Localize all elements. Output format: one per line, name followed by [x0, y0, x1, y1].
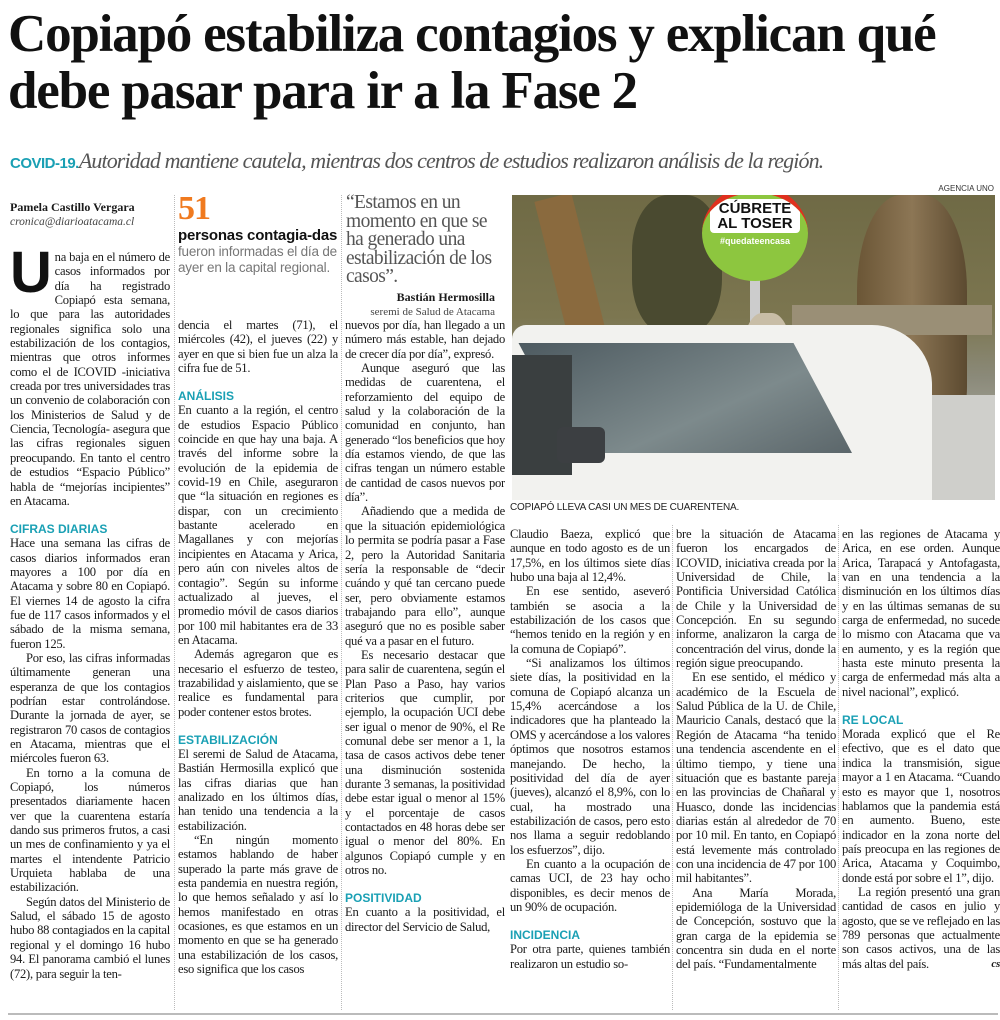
- article-column-1: [10, 250, 170, 1012]
- article-column-2: [178, 318, 338, 1012]
- author-name: Pamela Castillo Vergara: [10, 200, 135, 214]
- paragraph: [345, 648, 505, 878]
- paragraph-text: Morada explicó que el Re efectivo, que es el dato que indica la transmisión, sigue mayor a 1 en Atacama. “Cuando esto es mayor que 1, nosotros hablamos que la pandemia está en aumento. Bueno, este indicador en la zona norte del país preocupa en las regiones de Arica, Atacama y Coquimbo, donde está por sobre el 1”, dijo.: [842, 727, 1000, 885]
- paragraph: [676, 527, 836, 670]
- paragraph-text: na baja en el número de casos informados por día ha registrado Copiapó esta semana, lo que para las autoridades regionales significa solo una estabilización de los contagios, mientras que otros informes como el de ICOVID -iniciativa creada por tres universidades tras un convenio de colaboración con los Ministerios de Salud y de Ciencia, Tecnología- asegura que las cifras regionales siguen preocupando. En tanto el centro de estudios “Espacio Público” habla de “mejorías incipientes” en Atacama.: [10, 250, 170, 508]
- paragraph: [178, 747, 338, 833]
- column-divider: [341, 195, 342, 1010]
- paragraph-text: Es necesario destacar que para salir de cuarentena, según el Plan Paso a Paso, hay varios criterios que cumplir, por ejemplo, la ocupación UCI debe ser igual o menor de 90%, el Re comunal debe ser menor a 1, la tasa de casos activos debe tener una disminución sostenida durante 3 semanas, la positividad debe estar igual o menor al 15% y el porcentaje de casos contactados en 48 horas debe ser igual o menor del 80%. En algunos Copiapó cumple y en otros no.: [345, 647, 505, 878]
- paragraph: [345, 504, 505, 647]
- paragraph-text: En cuanto a la región, el centro de estudios Espacio Público coincide en que hay una baja. A través del informe sobre la evolución de la epidemia de covid-19 en Chile, aseguraron que “la situación en regiones es dispar, con un crecimiento bastante acelerado en Magallanes y con mejorías incipientes en Atacama y Arica, pero aún con niveles altos de contagio”. Según su informe actualizado al jueves, el promedio móvil de casos diarios por 100 mil habitantes era de 33 en Atacama.: [178, 403, 338, 647]
- paragraph: [178, 403, 338, 647]
- section-heading: RE LOCAL: [842, 713, 904, 728]
- paragraph: [676, 886, 836, 972]
- paragraph-text: En cuanto a la ocupación de camas UCI, de 23 hay ocho disponibles, es decir menos de un 90% de ocupación.: [510, 856, 670, 914]
- paragraph: [842, 527, 1000, 699]
- paragraph-text: en las regiones de Atacama y Arica, en ese orden. Aunque Arica, Tarapacá y Antofagasta, van en una tendencia a la disminución en los últimos días y en las últimas semanas de su carga de enfermedad, no sucede lo mismo con Atacama que va en aumento, y es la región que hasta este minuto presenta la carga de enfermedad más alta a nivel nacional”, explicó.: [842, 527, 1000, 699]
- factbox-bold: personas contagia-das: [178, 227, 338, 244]
- sign-hashtag: #quedateencasa: [719, 236, 791, 246]
- section-heading: ANÁLISIS: [178, 389, 235, 404]
- column-divider: [672, 525, 673, 1010]
- pull-quote-role: seremi de Salud de Atacama: [370, 306, 495, 318]
- paragraph: [10, 895, 170, 981]
- paragraph-text: “En ningún momento estamos hablando de haber superado la parte más grave de esta pandemia en nuestra región, lo que hemos señalado y así lo hemos manifestado en otras ocasiones, es que estamos en un momento en que se ha generado una estabilización de los casos, eso significa que los casos: [178, 833, 338, 977]
- paragraph-text: Aunque aseguró que las medidas de cuarentena, el reforzamiento del equipo de salud y la colaboración de la comunidad en conjunto, han generado “los beneficios que hoy día estamos viendo, de que las cifras tengan un número estable de cantidad de casos nuevos por día”.: [345, 361, 505, 505]
- drop-cap: U: [10, 250, 52, 305]
- paragraph: [10, 250, 170, 508]
- article-column-5: [676, 527, 836, 1012]
- paragraph: [345, 905, 505, 934]
- paragraph-text: Además agregaron que es necesario el esfuerzo de testeo, trazabilidad y aislamiento, que se realice es fundamental para poder contener estos brotes.: [178, 647, 338, 719]
- photo-credit: AGENCIA UNO: [938, 184, 994, 193]
- paragraph: [178, 833, 338, 976]
- pull-quote: “Estamos en un momento en que se ha generado una estabilización de los casos”.: [346, 192, 492, 287]
- paragraph-text: Ana María Morada, epidemióloga de la Universidad de Concepción, sostuvo que la gran carga de la epidemia se concentra sin duda en el norte del país. “Fundamentalmente: [676, 885, 836, 972]
- section-heading: INCIDENCIA: [510, 928, 581, 943]
- paragraph: [345, 361, 505, 504]
- paragraph-text: Por eso, las cifras informadas últimamente generan una esperanza de que los contagios podrían estar controlándose. Durante la jornada de ayer, se registraron 70 casos de contagios en Atacama, mientras que el miércoles fueron 63.: [10, 650, 170, 766]
- article-column-6: [842, 527, 1000, 1012]
- paragraph-text: La región presentó una gran cantidad de casos en julio y agosto, que se ve reflejado en las 789 personas que actualmente son casos activos, una de las más altas del país.: [842, 884, 1000, 971]
- sign-line-1: CÚBRETE: [718, 200, 792, 217]
- article-column-4: [510, 527, 670, 1012]
- paragraph: [178, 318, 338, 375]
- paragraph: [10, 651, 170, 766]
- sign-board: [702, 195, 808, 281]
- paragraph-text: Hace una semana las cifras de casos diarios informados eran mayores a 100 por día en Atacama y sobre 80 en Copiapó. El viernes 14 de agosto la cifra fue de 117 casos informados y el sábado de la misma semana, fueron 125.: [10, 536, 170, 651]
- headline: Copiapó estabiliza contagios y explican qué debe pasar para ir a la Fase 2: [8, 5, 936, 120]
- paragraph: [10, 536, 170, 651]
- paragraph: [345, 318, 505, 361]
- road: [932, 395, 995, 500]
- photo-caption: COPIAPÓ LLEVA CASI UN MES DE CUARENTENA.: [510, 502, 740, 513]
- sign-line-2: AL TOSER: [717, 215, 793, 232]
- paragraph-text: En ese sentido, aseveró también se asocia a la estabilización de los casos que “hemos tenido en la región y en la comuna de Copiapó”.: [510, 584, 670, 656]
- column-divider: [838, 525, 839, 1010]
- article-column-3: [345, 318, 505, 1012]
- pull-quote-name: Bastián Hermosilla: [396, 290, 495, 304]
- paragraph: [510, 527, 670, 584]
- article-photo: [512, 195, 995, 500]
- paragraph: [676, 670, 836, 885]
- subhead-kicker: COVID-19.: [10, 155, 79, 172]
- paragraph-text: nuevos por día, han llegado a un número más estable, han dejado de crecer día por día”, expresó.: [345, 318, 505, 361]
- paragraph-text: Añadiendo que a medida de que la situación epidemiológica lo permita se podría pasar a Fase 2, pero la Autoridad Sanitaria sería la responsable de “decir cuándo y qué tan cercano puede ser, pero obviamente estamos trabajando para ello”, aunque aseguró que no es posible saber qué va a pasar en el futuro.: [345, 504, 505, 648]
- end-mark-icon: cs: [991, 957, 1000, 970]
- paragraph-text: El seremi de Salud de Atacama, Bastián Hermosilla explicó que las cifras diarias que han analizado en los últimos días, han tenido una tendencia a la estabilización.: [178, 746, 338, 833]
- subhead: [10, 147, 1000, 178]
- paragraph-text: Por otra parte, quienes también realizaron un estudio so-: [510, 942, 670, 971]
- factbox: [178, 192, 340, 276]
- section-heading: POSITIVIDAD: [345, 891, 422, 906]
- factbox-text: [178, 228, 340, 276]
- car-mirror: [557, 427, 605, 463]
- paragraph: [510, 656, 670, 857]
- section-heading: ESTABILIZACIÓN: [178, 732, 278, 747]
- paragraph: [178, 647, 338, 719]
- paragraph: [510, 857, 670, 914]
- paragraph: [510, 942, 670, 971]
- paragraph-text: En ese sentido, el médico y académico de la Escuela de Salud Pública de la U. de Chile, Mauricio Canals, destacó que la Región de Atacama “ha tenido una tendencia ascendente en el último tiempo, y tiene una situación que es bastante pareja en las provincias de Chañaral y Huasco, donde las incidencias diarias están al alrededor de 70 por 10 mil. En tanto, en Copiapó está levemente más controlado con una incidencia de 47 por 100 mil habitantes”.: [676, 670, 836, 886]
- section-heading: CIFRAS DIARIAS: [10, 522, 108, 537]
- author-email[interactable]: cronica@diarioatacama.cl: [10, 216, 135, 228]
- paragraph-text: bre la situación de Atacama fueron los encargados de ICOVID, iniciativa creada por la Universidad de Chile, la Pontificia Universidad Católica de Chile y la Universidad de Concepción. En su segundo informe, analizaron la carga de concentración del virus, donde la región sigue preocupando.: [676, 527, 836, 671]
- paragraph: [510, 584, 670, 656]
- bottom-rule: [8, 1013, 998, 1015]
- paragraph-text: En torno a la comuna de Copiapó, los números presentados diariamente hacen ver que la cuarentena estaría dando sus primeros frutos, a casi un mes de confinamiento y ya el martes el intendente Patricio Urquieta hablaba de una estabilización.: [10, 765, 170, 895]
- paragraph-text: “Si analizamos los últimos siete días, la positividad en la comuna de Copiapó alcanza un 15,4% acercándose a los indicadores que ha planteado la OMS y acercándose a los valores óptimos que nosotros estamos manejando. De hecho, la positividad del día de ayer (jueves), alcanzó el 8,9%, con lo cual, ha mostrado una estabilización de casos, pero esto nos llama a seguir redoblando los esfuerzos”, dijo.: [510, 656, 670, 857]
- paragraph: [10, 766, 170, 895]
- paragraph-text: En cuanto a la positividad, el director del Servicio de Salud,: [345, 905, 505, 934]
- subhead-text: Autoridad mantiene cautela, mientras dos centros de estudios realizaron análisis de la región.: [78, 148, 824, 173]
- paragraph: [842, 885, 1000, 971]
- paragraph: [842, 727, 1000, 885]
- column-divider: [174, 195, 175, 1010]
- paragraph-text: Claudio Baeza, explicó que aunque en todo agosto es de un 17,5%, en los últimos siete días hubo una baja al 12,4%.: [510, 527, 670, 585]
- byline: [10, 200, 175, 230]
- factbox-rest: fueron informadas el día de ayer en la capital regional.: [178, 244, 337, 275]
- paragraph-text: dencia el martes (71), el miércoles (42), el jueves (22) y ayer en que si bien fue un alza la cifra fue de 51.: [178, 318, 338, 376]
- paragraph-text: Según datos del Ministerio de Salud, el sábado 15 de agosto hubo 88 contagiados en la capital regional y el domingo 16 hubo 94. El panorama cambió el lunes (72), para seguir la ten-: [10, 894, 170, 981]
- factbox-number: 51: [178, 190, 210, 227]
